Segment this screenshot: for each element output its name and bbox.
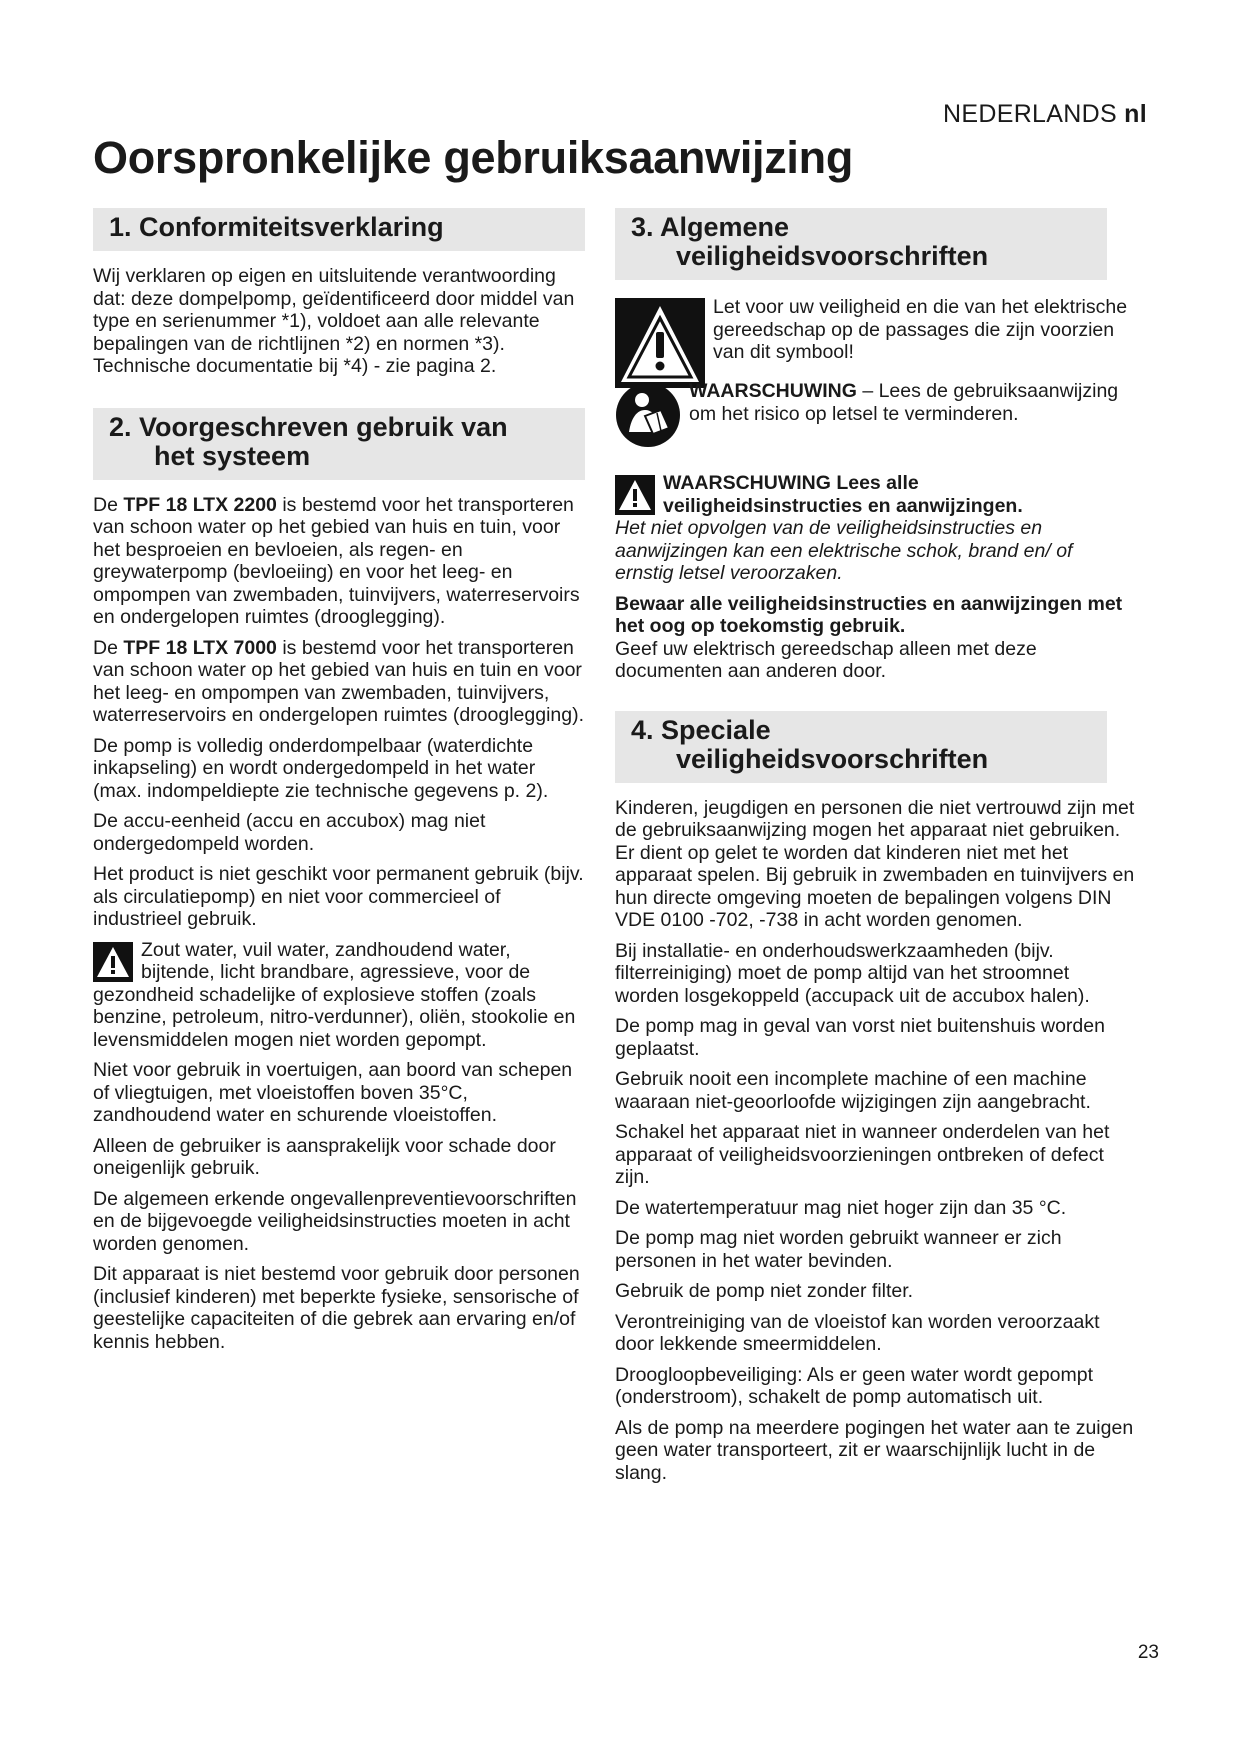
general-warning-block (615, 472, 1135, 585)
symbol-note-text: Let voor uw veiligheid en die van het elektrische gereedschap op de passages die zijn voorzien van dit symbool! (713, 296, 1128, 363)
section-2-paragraph: De TPF 18 LTX 7000 is bestemd voor het transporteren van schoon water op het gebied van huis en tuin en voor het leeg- en ompompen van zwembaden, tuinvijvers, waterreservoirs en ondergelopen ruimtes (drooglegging). (93, 636, 585, 726)
section-4-item: Gebruik nooit een incomplete machine of een machine waaraan niet-geoorloofde wijzigingen zijn aangebracht. (615, 1068, 1091, 1113)
symbol-note-row (615, 298, 1135, 388)
warning-paragraph: Zout water, vuil water, zandhoudend water, bijtende, licht brandbare, agressieve, voor de gezondheid schadelijke of explosieve stoffen (zoals benzine, petroleum, nitro-verdunner), oliën, stookolie en levensmiddelen mogen niet worden gepompt. (93, 938, 576, 1051)
left-column (93, 208, 585, 1361)
right-column (615, 208, 1135, 1492)
page-number: 23 (1137, 1642, 1159, 1663)
section-2-paragraph: De algemeen erkende ongevallenpreventievoorschriften en de bijgevoegde veiligheidsinstructies moeten in acht worden genomen. (93, 1187, 577, 1255)
model-name: TPF 18 LTX 2200 (123, 493, 277, 516)
read-manual-row (615, 382, 1135, 448)
section-4-heading (615, 711, 1107, 783)
section-4-item: Kinderen, jeugdigen en personen die niet vertrouwd zijn met de gebruiksaanwijzing mogen het apparaat niet gebruiken. Er dient op gelet te worden dat kinderen niet met het apparaat spelen. Bij gebruik in zwembaden en tuinvijvers en hun directe omgeving moeten de bepalingen volgens DIN VDE 0100 -702, -738 in acht worden genomen. (615, 796, 1135, 931)
language-label (943, 100, 1147, 129)
keep-instructions-text: Geef uw elektrisch gereedschap alleen met deze documenten aan anderen door. (615, 637, 1037, 682)
section-3-heading (615, 208, 1107, 280)
section-4-item: Bij installatie- en onderhoudswerkzaamheden (bijv. filterreiniging) moet de pomp altijd van het stroomnet worden losgekoppeld (accupack uit de accubox halen). (615, 939, 1090, 1007)
read-manual-icon (615, 382, 681, 448)
section-1-heading: 1. Conformiteitsverklaring (93, 208, 585, 251)
section-4-item: De pomp mag niet worden gebruikt wanneer er zich personen in het water bevinden. (615, 1227, 1062, 1272)
section-2-heading (93, 408, 585, 480)
section-2-paragraph: De TPF 18 LTX 2200 is bestemd voor het transporteren van schoon water op het gebied van huis en tuin, voor het besproeien en bevloeien, als regen- en greywaterpomp (bevloeiing) en voor het leeg- en ompompen van zwembaden, tuinvijvers, waterreservoirs en ondergelopen ruimtes (drooglegging). (93, 493, 580, 628)
section-3-heading-line1: 3. Algemene (631, 212, 790, 242)
section-4-item: Schakel het apparaat niet in wanneer onderdelen van het apparaat of veiligheidsvoorzieningen ontbreken of defect zijn. (615, 1121, 1110, 1188)
section-4-heading-line1: 4. Speciale (631, 714, 771, 745)
section-2-paragraph: Niet voor gebruik in voertuigen, aan boord van schepen of vliegtuigen, met vloeistoffen boven 35°C, zandhoudend water en schurende vloeistoffen. (93, 1059, 573, 1126)
section-1-text: Wij verklaren op eigen en uitsluitende verantwoording dat: deze dompelpomp, geïdentificeerd door middel van type en serienummer *1), voldoet aan alle relevante bepalingen van de richtlijnen *2) en normen *3). Technische documentatie bij *4) - zie pagina 2. (93, 265, 575, 377)
model-name: TPF 18 LTX 7000 (123, 636, 277, 659)
warning-italic-text: Het niet opvolgen van de veiligheidsinstructies en aanwijzingen kan een elektrische schok, brand en/ of ernstig letsel veroorzaken. (615, 517, 1073, 584)
warning-label: WAARSCHUWING (689, 380, 857, 402)
section-4-item: De pomp mag in geval van vorst niet buitenshuis worden geplaatst. (615, 1015, 1105, 1060)
language-code: nl (1124, 100, 1147, 128)
section-4-item: Gebruik de pomp niet zonder filter. (615, 1280, 914, 1302)
section-2-paragraph: De accu-eenheid (accu en accubox) mag niet ondergedompeld worden. (93, 810, 486, 855)
warning-triangle-icon (615, 298, 705, 388)
section-2-heading-line1: 2. Voorgeschreven gebruik van (109, 411, 508, 442)
section-2-paragraph: Het product is niet geschikt voor permanent gebruik (bijv. als circulatiepomp) en niet voor commercieel of industrieel gebruik. (93, 863, 584, 930)
section-4-item: Droogloopbeveiliging: Als er geen water wordt gepompt (onderstroom), schakelt de pomp automatisch uit. (615, 1363, 1094, 1408)
keep-instructions-heading: Bewaar alle veiligheidsinstructies en aanwijzingen met het oog op toekomstig gebruik. (615, 592, 1123, 637)
warning-triangle-icon (93, 942, 133, 982)
warning-heading: WAARSCHUWING Lees alle veiligheidsinstructies en aanwijzingen. (663, 472, 1023, 517)
section-4-heading-line2: veiligheidsvoorschriften (676, 743, 989, 774)
document-title: Oorspronkelijke gebruiksaanwijzing (93, 132, 854, 183)
section-2-heading-line2: het systeem (154, 440, 311, 471)
section-4-item: Verontreiniging van de vloeistof kan worden veroorzaakt door lekkende smeermiddelen. (615, 1310, 1100, 1355)
section-4-item: Als de pomp na meerdere pogingen het water aan te zuigen geen water transporteert, zit er waarschijnlijk lucht in de slang. (615, 1416, 1134, 1484)
read-manual-text: WAARSCHUWING – Lees de gebruiksaanwijzing om het risico op letsel te verminderen. (689, 380, 1119, 425)
section-3-heading-line2: veiligheidsvoorschriften (676, 241, 989, 271)
section-2-paragraph: De pomp is volledig onderdompelbaar (waterdichte inkapseling) en wordt ondergedompeld in het water (max. indompeldiepte zie technische gegevens p. 2). (93, 734, 549, 802)
warning-triangle-icon (615, 475, 655, 515)
language-name: NEDERLANDS (943, 100, 1117, 128)
section-2-paragraph: Alleen de gebruiker is aansprakelijk voor schade door oneigenlijk gebruik. (93, 1134, 556, 1179)
section-4-item: De watertemperatuur mag niet hoger zijn dan 35 °C. (615, 1196, 1067, 1219)
section-2-paragraph: Dit apparaat is niet bestemd voor gebruik door personen (inclusief kinderen) met beperkte fysieke, sensorische of geestelijke capaciteiten of die gebrek aan ervaring en/of kennis hebben. (93, 1263, 580, 1353)
